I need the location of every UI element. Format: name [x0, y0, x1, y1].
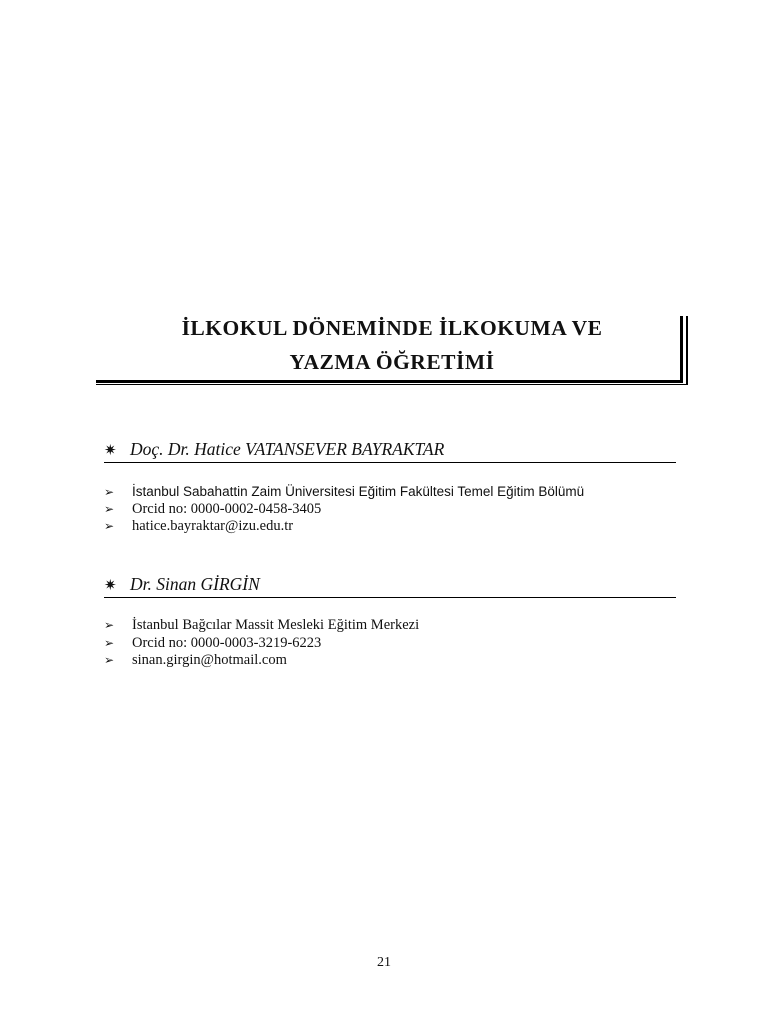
title-underline-thin: [96, 384, 688, 385]
author-1-info-list: [104, 483, 584, 536]
author-1-name: Doç. Dr. Hatice VATANSEVER BAYRAKTAR: [130, 439, 445, 459]
author-2-name: Dr. Sinan GİRGİN: [130, 574, 260, 594]
author-2-info-list: [104, 617, 419, 670]
chapter-title-line-2: YAZMA ÖĞRETİMİ: [289, 350, 495, 374]
author-1-rule: [104, 462, 676, 463]
author-2-affiliation: ➢ İstanbul Bağcılar Massit Mesleki Eğitim Merkezi: [104, 617, 420, 633]
arrow-bullet-icon: ➢: [104, 618, 115, 632]
arrow-bullet-icon: ➢: [104, 485, 115, 499]
chapter-title-line-1: İLKOKUL DÖNEMİNDE İLKOKUMA VE: [181, 316, 603, 340]
title-underline: [96, 380, 682, 383]
author-1-email[interactable]: ➢ hatice.bayraktar@izu.edu.tr: [104, 518, 294, 534]
arrow-bullet-icon: ➢: [104, 653, 115, 667]
title-side-rule-thin: [686, 316, 688, 385]
author-1-orcid: ➢ Orcid no: 0000-0002-0458-3405: [104, 500, 322, 517]
page-number: 21: [377, 955, 391, 970]
arrow-bullet-icon: ➢: [104, 519, 115, 533]
star-bullet-icon: ✷: [104, 578, 117, 594]
author-2-name-row: [104, 574, 676, 598]
arrow-bullet-icon: ➢: [104, 501, 115, 516]
author-2-orcid: ➢ Orcid no: 0000-0003-3219-6223: [104, 634, 322, 651]
author-1-name-row: [104, 439, 676, 463]
author-1-affiliation: ➢ İstanbul Sabahattin Zaim Üniversitesi Eğitim Fakültesi Temel Eğitim Bölümü: [104, 483, 584, 501]
star-bullet-icon: ✷: [104, 443, 117, 459]
arrow-bullet-icon: ➢: [104, 635, 115, 650]
author-2-email[interactable]: ➢ sinan.girgin@hotmail.com: [104, 652, 287, 668]
chapter-title-box: [96, 314, 688, 386]
author-2-rule: [104, 597, 676, 598]
title-side-rule: [680, 316, 683, 383]
